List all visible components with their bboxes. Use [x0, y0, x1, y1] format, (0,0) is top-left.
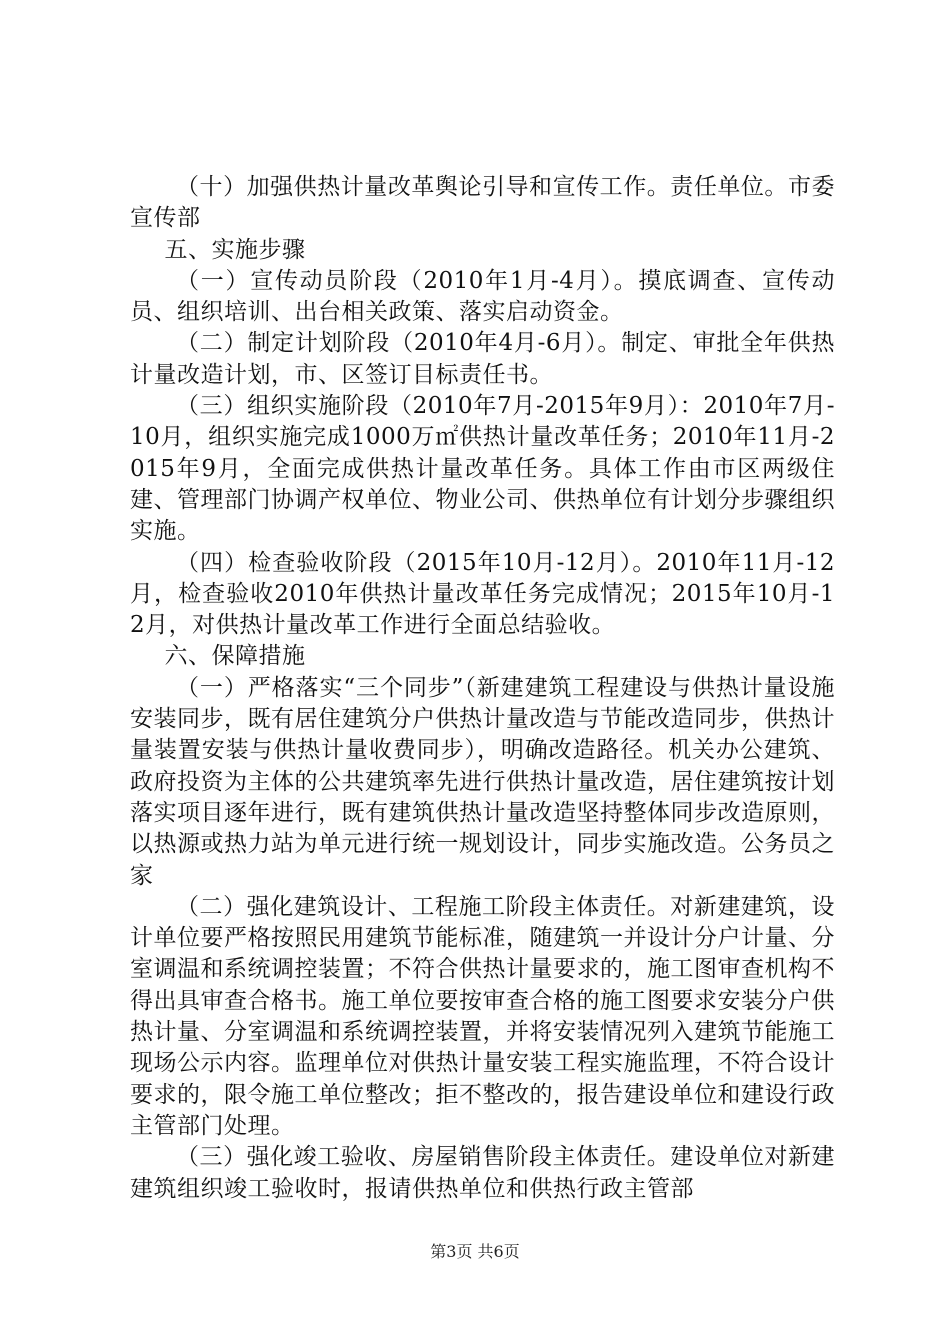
paragraph-safeguard-2: （二）强化建筑设计、工程施工阶段主体责任。对新建建筑，设计单位要严格按照民用建筑节能标准，随建筑一并设计分户计量、分室调温和系统调控装置；不符合供热计量要求的，施工图审查机构不得出具审查合格书。施工单位要按审查合格的施工图要求安装分户供热计量、分室调温和系统调控装置，并将安装情况列入建筑节能施工现场公示内容。监理单位对供热计量安装工程实施监理，不符合设计要求的，限令施工单位整改；拒不整改的，报告建设单位和建设行政主管部门处理。 — [130, 893, 835, 1139]
document-body — [130, 172, 835, 1205]
page-number: 第3页 共6页 — [430, 1242, 520, 1261]
section-heading-implementation-steps: 五、实施步骤 — [164, 236, 306, 263]
page-footer — [0, 1242, 950, 1262]
paragraph-publicity-task: （十）加强供热计量改革舆论引导和宣传工作。责任单位。市委宣传部 — [130, 174, 835, 232]
paragraph-step-4: （四）检查验收阶段（2015年10月-12月）。2010年11月-12月，检查验收2010年供热计量改革任务完成情况；2015年10月-12月，对供热计量改革工作进行全面总结验收。 — [130, 549, 835, 639]
paragraph-step-2: （二）制定计划阶段（2010年4月-6月）。制定、审批全年供热计量改造计划，市、区签订目标责任书。 — [130, 330, 835, 388]
paragraph-step-3: （三）组织实施阶段（2010年7月-2015年9月）：2010年7月-10月，组织实施完成1000万㎡供热计量改革任务；2010年11月-2015年9月，全面完成供热计量改革任务。具体工作由市区两级住建、管理部门协调产权单位、物业公司、供热单位有计划分步骤组织实施。 — [130, 393, 835, 545]
paragraph-safeguard-1: （一）严格落实“三个同步”（新建建筑工程建设与供热计量设施安装同步，既有居住建筑分户供热计量改造与节能改造同步，供热计量装置安装与供热计量收费同步），明确改造路径。机关办公建筑、政府投资为主体的公共建筑率先进行供热计量改造，居住建筑按计划落实项目逐年进行，既有建筑供热计量改造坚持整体同步改造原则，以热源或热力站为单元进行统一规划设计，同步实施改造。公务员之家 — [130, 674, 835, 889]
paragraph-step-1: （一）宣传动员阶段（2010年1月-4月）。摸底调查、宣传动员、组织培训、出台相关政策、落实启动资金。 — [130, 267, 835, 326]
section-heading-safeguards: 六、保障措施 — [164, 643, 306, 670]
paragraph-safeguard-3: （三）强化竣工验收、房屋销售阶段主体责任。建设单位对新建建筑组织竣工验收时，报请供热单位和供热行政主管部 — [130, 1144, 835, 1202]
